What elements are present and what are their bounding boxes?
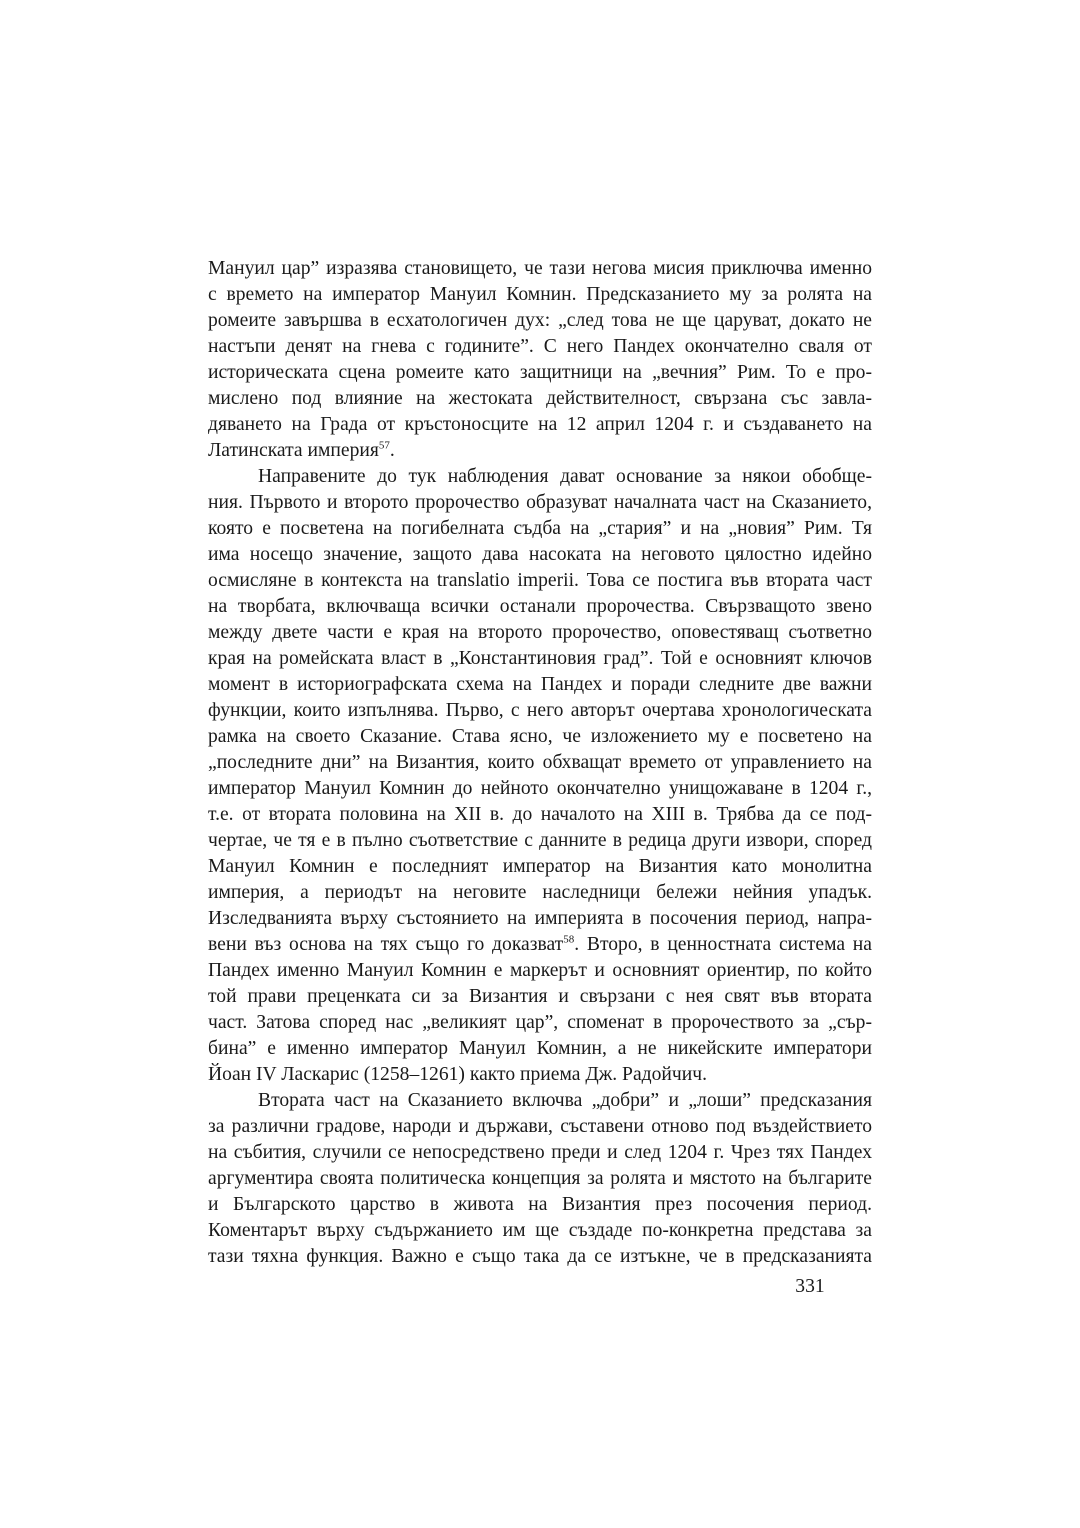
- text-line: Коментарът върху съдържанието им ще създаде по-конкретна представа за: [208, 1220, 872, 1241]
- paragraph-3: [208, 1088, 872, 1270]
- text-line: част. Затова според нас „великият цар”, споменат в пророчеството за „сър-: [208, 1012, 872, 1033]
- text-line: аргументира своята политическа концепция за ролята и мястото на българите: [208, 1168, 872, 1189]
- text-line: на събития, случили се непосредствено преди и след 1204 г. Чрез тях Пандех: [208, 1142, 872, 1163]
- text-line: историческата сцена ромеите като защитници на „вечния” Рим. То е про-: [208, 362, 872, 383]
- text-line: има носещо значение, защото дава насоката на неговото цялостно идейно: [208, 544, 872, 565]
- text-fragment: . Второ, в ценностната система на: [574, 934, 872, 955]
- text-fragment: Латинската империя: [208, 440, 379, 461]
- text-line: чертае, че тя е в пълно съответствие с данните в редица други извори, според: [208, 830, 872, 851]
- text-line: Пандех именно Мануил Комнин е маркерът и основният ориентир, по който: [208, 960, 872, 981]
- paragraph-2: [208, 464, 872, 1088]
- text-line: края на ромейската власт в „Константиновия град”. Той е основният ключов: [208, 648, 872, 669]
- text-line: която е посветена на погибелната съдба на „стария” и на „новия” Рим. Тя: [208, 518, 872, 539]
- page-number: 331: [795, 1276, 825, 1297]
- text-line: осмисляне в контекста на translatio imperii. Това се постига във втората част: [208, 570, 872, 591]
- text-line-with-footnote: [208, 438, 872, 464]
- text-line: Мануил цар” изразява становището, че тази негова мисия приключва именно: [208, 258, 872, 279]
- text-line: мислено под влияние на жестоката действителност, свързана със завла-: [208, 388, 872, 409]
- text-line: за различни градове, народи и държави, съставени отново под въздействието: [208, 1116, 872, 1137]
- text-line: Мануил Комнин е последният император на Византия като монолитна: [208, 856, 872, 877]
- text-line-with-footnote: [208, 932, 872, 958]
- text-line-indented: Втората част на Сказанието включва „добри” и „лоши” предсказания: [258, 1090, 872, 1111]
- text-line: той прави преценката си за Византия и свързани с нея свят във втората: [208, 986, 872, 1007]
- text-line: Йоан IV Ласкарис (1258–1261) както приема Дж. Радойчич.: [208, 1064, 707, 1085]
- text-fragment: вени въз основа на тях също го доказват: [208, 934, 564, 955]
- text-line: между двете части е края на второто пророчество, оповестяващ съответно: [208, 622, 872, 643]
- text-line: тази тяхна функция. Важно е също така да се изтъкне, че в предсказанията: [208, 1246, 872, 1267]
- text-line: на творбата, включваща всички останали пророчества. Свързващото звено: [208, 596, 872, 617]
- text-fragment: .: [389, 440, 395, 461]
- text-line: Изследванията върху състоянието на империята в посочения период, напра-: [208, 908, 872, 929]
- text-line: империя, а периодът на неговите наследници бележи нейния упадък.: [208, 882, 872, 903]
- text-line: ния. Първото и второто пророчество образуват началната част на Сказанието,: [208, 492, 872, 513]
- text-line: настъпи денят на гнева с годините”. С него Пандех окончателно сваля от: [208, 336, 872, 357]
- text-line: бина” е именно император Мануил Комнин, а не никейските императори: [208, 1038, 872, 1059]
- text-line: момент в историографската схема на Пандех и поради следните две важни: [208, 674, 872, 695]
- text-line: т.е. от втората половина на XII в. до началото на XIII в. Трябва да се под-: [208, 804, 872, 825]
- paragraph-1: [208, 256, 872, 464]
- text-line: ромеите завършва в есхатологичен дух: „след това не ще царуват, докато не: [208, 310, 872, 331]
- text-line: и Българското царство в живота на Византия през посочения период.: [208, 1194, 872, 1215]
- text-line: с времето на император Мануил Комнин. Предсказанието му за ролята на: [208, 284, 872, 305]
- text-line: дяването на Града от кръстоносците на 12 април 1204 г. и създаването на: [208, 414, 872, 435]
- footnote-marker[interactable]: 58: [563, 933, 575, 946]
- text-line: функции, които изпълнява. Първо, с него авторът очертава хронологическата: [208, 700, 872, 721]
- text-line: император Мануил Комнин до нейното окончателно унищожаване в 1204 г.,: [208, 778, 872, 799]
- body-text: [208, 256, 872, 1270]
- text-line-indented: Направените до тук наблюдения дават основание за някои обобще-: [258, 466, 872, 487]
- text-line: рамка на своето Сказание. Става ясно, че изложението му е посветено на: [208, 726, 872, 747]
- text-line: „последните дни” на Византия, които обхващат времето от управлението на: [208, 752, 872, 773]
- footnote-marker[interactable]: 57: [378, 439, 390, 452]
